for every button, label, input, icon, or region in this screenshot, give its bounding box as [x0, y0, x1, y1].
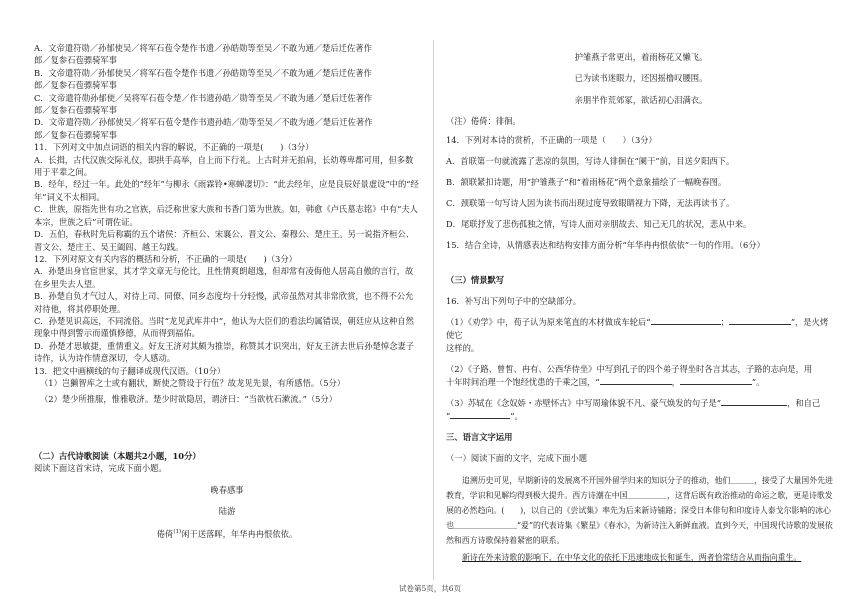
q16-3-tail: ，和自己 [787, 397, 821, 408]
q11-option-a: A．长揖，古代汉族交际礼仪，即拱手高举，自上而下行礼。上古时并无拍肩，长幼尊卑都可用，但多数用于平辈之间。 [34, 154, 414, 178]
q12-option-b: B．孙楚自负才气过人，对待上司、同僚、同乡态度均十分轻慢，武帝虽然对其非常欣赏，也不得不公允对待他，将其停职处理。 [34, 291, 414, 314]
q16-1-tail: ”，是火烤使它 [446, 316, 829, 340]
page-footer: 试卷第5页，共6页 [398, 584, 462, 593]
q16-1-text: （1）《劝学》中，荀子认为原来笔直的木材做成车轮后“ [446, 316, 651, 327]
poem-line: 亲朋半作荒郊冢，欲话初心泪满衣。 [574, 94, 708, 105]
answer-blank[interactable] [721, 397, 787, 406]
q10-option-line: C．文帝遣符勋孙郁使／吴将军石苞令楚／作书遗孙皓／勋等至吴／不敢为通／楚后迁佐著作 [34, 92, 373, 103]
q16-3-open: “ [446, 410, 451, 421]
footnote-marker: (1) [173, 529, 182, 536]
q13-sentence-1: （1）岂獭智库之士或有翻状，断使之赞设于行伍？故龙见先景，有所感悟。（5分） [40, 377, 346, 388]
q13-stem: 13．把文中画横线的句子翻译成现代汉语。（10分） [34, 365, 226, 376]
q13-sentence-2: （2）楚少所推服，惟雅敬济。楚少时欲隐居，谓济曰：“当欲枕石漱流。”（5分） [40, 394, 337, 405]
q16-1-sep: ； [720, 316, 729, 327]
poem-line-1-rest: 闲干送落晖，年华冉冉恨依依。 [181, 529, 298, 540]
q11-option-d: D．五伯，春秋时先后称霸的五个诸侯：齐桓公、宋襄公、晋文公、秦穆公、楚庄王。另一说指齐桓公、晋文公、楚庄王、吴王阖闾、越王勾践。 [34, 229, 415, 252]
q14-stem: 14．下列对本诗的赏析，不正确的一项是（ ）（3分） [446, 134, 657, 145]
left-column [34, 42, 420, 550]
section-2-title: （二）古代诗歌阅读（本题共2小题，10分） [34, 450, 201, 461]
column-divider [433, 40, 434, 580]
q11-stem: 11．下列对文中加点词语的相关内容的解说，不正确的一项是( )（3分） [34, 142, 314, 153]
q15-stem: 15．结合全诗，从情感表达和结构安排方面分析“年华冉冉恨依依”一句的作用。（6分） [446, 239, 765, 250]
q10-option-line: 郎／复参石苞骠骑军事 [34, 80, 117, 91]
q11-option-b: B．经年，经过一年。此处的“经年”与柳永《雨霖铃•寒蝉凄切》：“此去经年，应是良辰好景虚设”中的“经年”词义不太相同。 [34, 179, 419, 202]
poem-note: （注）倦倚：徘徊。 [446, 116, 521, 127]
q16-item-1 [446, 316, 836, 355]
q16-stem: 16．补写出下列句子中的空缺部分。 [446, 295, 582, 306]
q16-2-sep: ， [671, 376, 680, 387]
poem-continuation [446, 51, 836, 128]
q10-option-line: D．文帝遣符勋／孙郁使吴／将军石苞令楚作书遗孙皓／勋等至吴／不敢为通／楚后迁佐著作 [34, 117, 373, 128]
section-lang-sub: （一）阅读下面的文字，完成下面小题 [446, 452, 588, 463]
q10-option-line: A．文帝遣符勋／孙郁使吴／将军石苞令楚作书遗／孙皓勋等至吴／不敢为通／楚后迁佐著作 [34, 43, 372, 53]
q14-option-a: A．首联第一句就流露了悲凉的氛围，写诗人徘徊在“阑干”前，目送夕阳西下。 [446, 155, 735, 166]
section-lang-title: 三、语言文字运用 [446, 431, 513, 442]
question-11 [34, 141, 420, 253]
poem-line: 已为读书迷眼力，还因摇橹叹腰围。 [574, 73, 708, 84]
q10-options [34, 42, 420, 141]
answer-blank[interactable] [680, 376, 752, 385]
poem-line-1 [34, 526, 420, 540]
poem-line-1-start: 倦倚 [156, 529, 174, 540]
question-13 [34, 365, 420, 406]
underlined-sentence: 新诗在外来诗歌的影响下，在中华文化的依托下迅速地成长和诞生，两者恰常结合从而指向重生。 [462, 552, 802, 562]
poem-author: 陆游 [218, 506, 236, 516]
q16-1-end: 这样的。 [446, 342, 480, 353]
q16-item-3 [446, 397, 836, 423]
q16-2-text: （2）《子路、曾皙、冉有、公西华侍坐》中写到孔子的四个弟子得坐时各言其志，子路的志向是，用 [446, 363, 813, 374]
reading-paragraph: 追溯历史可见，早期新诗的发展离不开国外留学归来的知识分子的推动，他们＿＿＿，接受了大量国外先进教育，学识和见解均得到极大提升。西方诗潮在中国＿＿＿＿＿，这背后既有政治推动的命运之歌，更是诗歌发展的必然趋向。( )，以自己的《尝试集》率先为后来新诗铺路；深受日本俳句和印度诗人泰戈尔影响的冰心也＿＿＿＿＿＿＿＿“爱”的代表诗集《繁星》《春水》，为新诗注入新鲜血液。直到今天，中国现代诗歌的发展依然和西方诗歌保持着紧密的联系。 [446, 475, 833, 545]
q12-stem: 12．下列对原文有关内容的概括和分析，不正确的一项是( )（3分） [34, 253, 297, 264]
q10-option-line: 郎／复参石苞骠骑军事 [34, 55, 117, 66]
q12-option-c: C．孙楚见识高远，不同流俗。当时“龙见武库井中”，他认为大臣们的看法均属错误，朝廷应从这种自然现象中得到警示而谨慎修德，从而得到福佑。 [34, 315, 414, 339]
q16-2-end: ”。 [751, 376, 765, 387]
q14-option-b: B．颔联紧扣诗题，用“护雏燕子”和“着雨杨花”两个意象描绘了一幅晚春图。 [446, 176, 727, 187]
answer-blank[interactable] [651, 316, 721, 325]
poetry-section [34, 450, 420, 541]
q14-option-d: D．尾联抒发了悲伤孤独之情，写诗人面对亲朋故去、知己无几的状况，悲从中来。 [446, 218, 752, 229]
right-column [446, 42, 836, 565]
answer-blank[interactable] [729, 316, 791, 325]
section-3-title: （三）情景默写 [446, 274, 505, 285]
q14-option-c: C．颈联第一句写诗人因为读书而出现过度导致眼睛视力下降，无法再读书了。 [446, 197, 735, 208]
q12-option-a: A．孙楚出身官宦世家，其才学文章无与伦比，且性情爽朗超逸，但却常有凌侮他人居高自傲的言行，故在乡里失去人望。 [34, 266, 414, 289]
question-12 [34, 253, 420, 365]
q10-option-line: 郎／复参石苞骠骑军事 [34, 129, 117, 140]
poem-title: 晚春感事 [210, 484, 244, 495]
q16-3-end: ”。 [510, 410, 523, 421]
q11-option-c: C．世族，原指先世有功之官族，后泛称世家大族和书香门第为世族。如，韩愈《卢氏墓志铭》中有“夫人本宗，世族之后”可谓佐证。 [34, 204, 418, 227]
section-2-intro: 阅读下面这首宋诗，完成下面小题。 [34, 463, 167, 474]
recitation-section [446, 274, 836, 423]
q16-2-cont: 十年时间治理一个饱经忧患的千乘之国，“ [446, 376, 600, 387]
q10-option-line: B．文帝遣符勋／孙郁使吴／将军石苞令楚作书遗／孙皓勋等至吴／不敢为通／楚后迁佐著作 [34, 67, 372, 78]
answer-blank[interactable] [450, 410, 510, 419]
poem-line: 护雏燕子常更出，着雨杨花又懒飞。 [574, 52, 708, 62]
question-14 [446, 134, 836, 252]
q16-3-text: （3）苏轼在《念奴娇・赤壁怀古》中写周瑜体貌不凡、豪气焕发的句子是“ [446, 397, 722, 408]
language-section [446, 431, 836, 565]
q16-item-2 [446, 363, 836, 389]
answer-blank[interactable] [600, 376, 672, 385]
q12-option-d: D．孙楚才思敏捷，重情重义。好友王济对其颇为推崇，称赞其才识突出，好友王济去世后孙楚悼念妻子诗作，认为诗作情意深切，令人感动。 [34, 340, 415, 364]
q10-option-line: 郎／复参石苞骠骑军事 [34, 105, 117, 116]
